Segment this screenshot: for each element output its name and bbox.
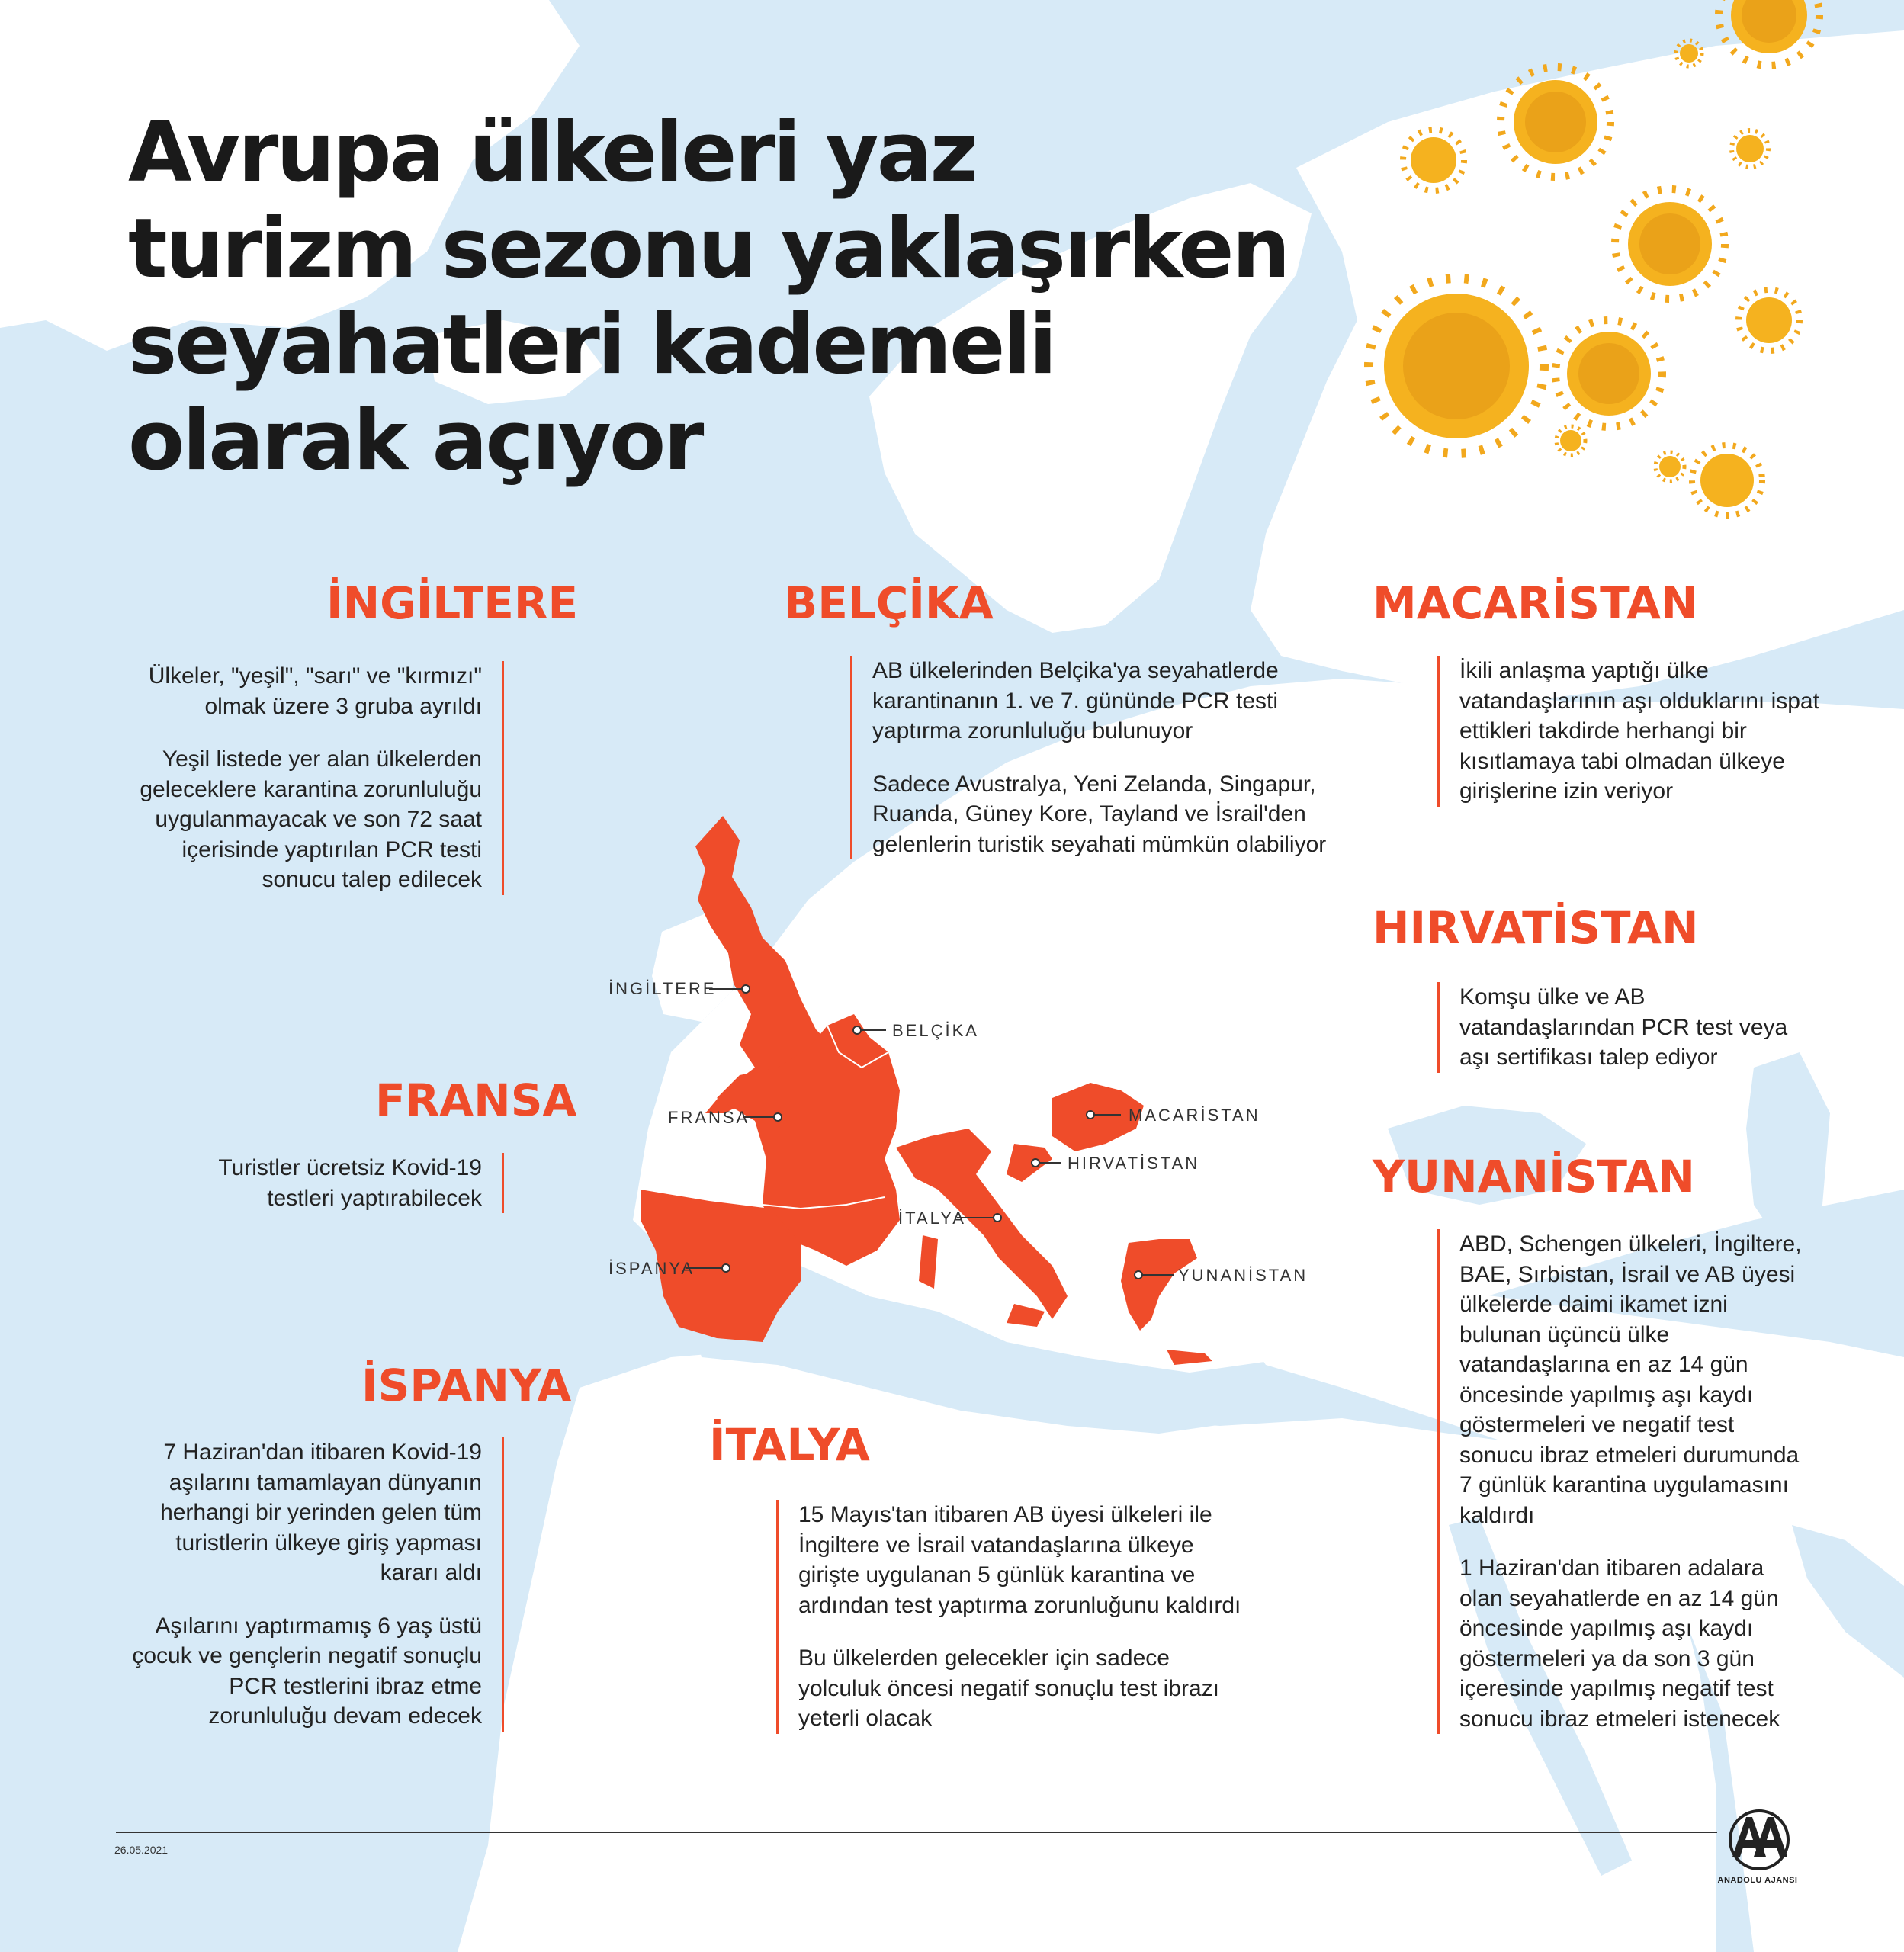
paragraph: Yeşil listede yer alan ülkelerden geleceklere karantina zorunluluğu uygulanmayacak ve son 72 saat içerisinde yaptırılan PCR testi sonucu talep edilecek <box>140 746 482 892</box>
text-block-ispanya <box>130 1437 504 1732</box>
map-label-ispanya: İSPANYA <box>608 1259 695 1278</box>
map-label-fransa: FRANSA <box>668 1108 750 1127</box>
title-line-2: turizm sezonu yaklaşırken <box>128 201 1289 297</box>
map-label-belcika: BELÇİKA <box>892 1021 979 1040</box>
text-block-belcika <box>850 656 1337 859</box>
map-label-yunanistan: YUNANİSTAN <box>1178 1266 1308 1285</box>
heading-hirvatistan: HIRVATİSTAN <box>1373 902 1699 954</box>
paragraph: İkili anlaşma yaptığı ülke vatandaşlarının aşı olduklarını ispat ettikleri takdirde herhangi bir kısıtlamaya tabi olmadan ülkeye girişlerine izin veriyor <box>1459 658 1819 804</box>
paragraph: ABD, Schengen ülkeleri, İngiltere, BAE, Sırbistan, İsrail ve AB üyesi ülkelerde daimi ikamet izni bulunan üçüncü ülke vatandaşlarına en az 14 gün öncesinde yapılmış aşı kaydı göstermeleri ve negatif test sonucu ibraz etmeleri durumunda 7 günlük karantina uygulamasını kaldırdı <box>1459 1231 1802 1528</box>
text-block-yunanistan <box>1437 1229 1810 1734</box>
paragraph: Bu ülkelerden gelecekler için sadece yolculuk öncesi negatif sonuçlu test ibrazı yeterli olacak <box>798 1645 1219 1731</box>
paragraph: AB ülkelerinden Belçika'ya seyahatlerde karantinanın 1. ve 7. gününde PCR testi yaptırma zorunluluğu bulunuyor <box>872 658 1279 743</box>
agency-name: ANADOLU AJANSI <box>1717 1876 1798 1885</box>
map-label-italya: İTALYA <box>898 1209 966 1228</box>
text-block-hirvatistan <box>1437 982 1810 1073</box>
text-block-italya <box>776 1500 1256 1734</box>
text-block-fransa <box>175 1153 504 1213</box>
title-line-4: olarak açıyor <box>128 393 702 489</box>
heading-yunanistan: YUNANİSTAN <box>1373 1151 1695 1202</box>
map-label-hirvatistan: HIRVATİSTAN <box>1068 1154 1200 1173</box>
map-label-ingiltere: İNGİLTERE <box>608 979 717 998</box>
paragraph: Turistler ücretsiz Kovid-19 testleri yaptırabilecek <box>218 1155 482 1211</box>
paragraph: Ülkeler, "yeşil", "sarı" ve "kırmızı" olmak üzere 3 gruba ayrıldı <box>148 663 482 719</box>
paragraph: 7 Haziran'dan itibaren Kovid-19 aşılarını tamamlayan dünyanın herhangi bir yerinden gelen tüm turistlerin ülkeye giriş yapması kararı aldı <box>160 1440 482 1585</box>
page-title <box>128 105 1424 490</box>
paragraph: Aşılarını yaptırmamış 6 yaş üstü çocuk ve gençlerin negatif sonuçlu PCR testlerini ibraz etme zorunluluğu devam edecek <box>132 1613 482 1729</box>
paragraph: 15 Mayıs'tan itibaren AB üyesi ülkeleri ile İngiltere ve İsrail vatandaşlarına ülkeye girişte uygulanan 5 günlük karantina ve ardından test yaptırma zorunluğunu kaldırdı <box>798 1502 1241 1618</box>
heading-ispanya: İSPANYA <box>361 1360 572 1411</box>
footer-divider <box>116 1832 1717 1833</box>
heading-belcika: BELÇİKA <box>784 577 994 629</box>
anadolu-ajansi-logo <box>1725 1803 1793 1876</box>
publish-date: 26.05.2021 <box>114 1844 169 1856</box>
heading-ingiltere: İNGİLTERE <box>326 577 579 629</box>
title-line-3: seyahatleri kademeli <box>128 297 1055 393</box>
paragraph: Komşu ülke ve AB vatandaşlarından PCR test veya aşı sertifikası talep ediyor <box>1459 984 1788 1070</box>
heading-fransa: FRANSA <box>375 1074 577 1126</box>
text-block-macaristan <box>1437 656 1833 807</box>
paragraph: Sadece Avustralya, Yeni Zelanda, Singapur, Ruanda, Güney Kore, Tayland ve İsrail'den gelenlerin turistik seyahati mümkün olabiliyor <box>872 771 1327 857</box>
heading-macaristan: MACARİSTAN <box>1373 577 1698 629</box>
map-label-macaristan: MACARİSTAN <box>1129 1106 1260 1125</box>
heading-italya: İTALYA <box>709 1419 870 1471</box>
title-line-1: Avrupa ülkeleri yaz <box>128 105 976 201</box>
text-block-ingiltere <box>130 661 504 895</box>
paragraph: 1 Haziran'dan itibaren adalara olan seyahatlerde en az 14 gün öncesinde yapılmış aşı kaydı göstermeleri ya da son 3 gün içeresinde yapılmış negatif test sonucu ibraz etmeleri istenecek <box>1459 1556 1780 1732</box>
